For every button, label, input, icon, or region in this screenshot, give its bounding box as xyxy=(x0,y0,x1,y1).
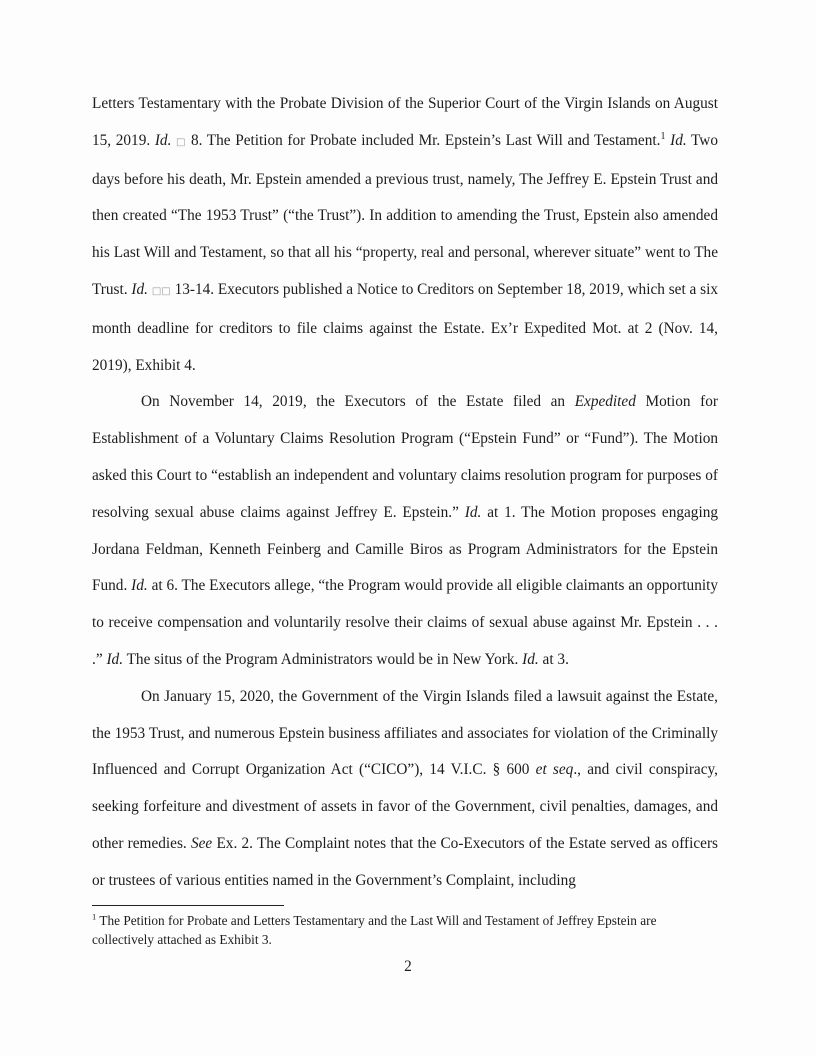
text-run: at 1. The Motion proposes engaging Jordana Feldman, Kenneth Feinberg and Camille Biros as Program Administrators for the Epstein Fund. xyxy=(92,503,718,595)
footnote-1 xyxy=(92,912,718,949)
citation: See xyxy=(190,834,213,852)
text-run: 13-14. Executors published a Notice to Creditors on September 18, 2019, which set a six month deadline for creditors to file claims against the Estate. Ex’r Expedited Mot. at 2 (Nov. 14, 2019), Exhibit 4. xyxy=(92,280,719,374)
paragraph-1 xyxy=(92,86,718,384)
paragraph-3 xyxy=(92,679,718,900)
citation: Id. xyxy=(131,577,148,595)
text-run: at 6. The Executors allege, “the Program would provide all eligible claimants an opportunity to receive compensation and voluntarily resolve their claims of sexual abuse against Mr. Epstein . . . .” xyxy=(92,577,718,668)
section-symbol: □□ xyxy=(151,285,171,297)
citation: Id. xyxy=(131,280,148,298)
citation: Id. xyxy=(464,503,482,521)
emphasis: Expedited xyxy=(574,393,636,411)
citation: Id. xyxy=(154,131,172,149)
text-run: Ex. 2. The Complaint notes that the Co-Executors of the Estate served as officers or trustees of various entities named in the Government’s Complaint, including xyxy=(92,834,718,889)
section-symbol: □ xyxy=(176,136,187,148)
text-run: On November 14, 2019, the Executors of the Estate filed an xyxy=(141,393,575,411)
footnote-text: The Petition for Probate and Letters Testamentary and the Last Will and Testament of Jeffrey Epstein are collectively attached as Exhibit 3. xyxy=(92,913,657,947)
paragraph-2 xyxy=(92,384,718,678)
footnote-reference: 1 xyxy=(660,130,666,142)
page-number: 2 xyxy=(404,958,412,975)
body-text xyxy=(92,86,718,900)
text-run: On January 15, 2020, the Government of the Virgin Islands filed a lawsuit against the Estate, the 1953 Trust, and numerous Epstein business affiliates and associates for violation of the Criminally Influenced and Corrupt Organization Act (“CICO”), 14 V.I.C. § 600 xyxy=(92,687,718,779)
text-run: 8. The Petition for Probate included Mr. Epstein’s Last Will and Testament. xyxy=(186,131,661,149)
footnote-marker: 1 xyxy=(92,911,97,922)
text-run: Motion for Establishment of a Voluntary Claims Resolution Program (“Epstein Fund” or “Fund”). The Motion asked this Court to “establish an independent and voluntary claims resolution program for purposes of resolving sexual abuse claims against Jeffrey E. Epstein.” xyxy=(92,393,718,521)
text-run: Letters Testamentary with the Probate Division of the Superior Court of the Virgin Islands on August 15, 2019. xyxy=(92,95,718,149)
emphasis: et seq xyxy=(535,761,574,779)
citation: Id. xyxy=(670,131,687,149)
citation: Id. xyxy=(522,650,539,668)
footnote-separator xyxy=(92,905,284,906)
text-run: at 3. xyxy=(538,650,569,668)
citation: Id. xyxy=(106,650,124,668)
text-run: The situs of the Program Administrators would be in New York. xyxy=(123,650,523,668)
text-run: ., and civil conspiracy, seeking forfeiture and divestment of assets in favor of the Government, civil penalties, damages, and other remedies. xyxy=(92,761,718,852)
text-run: Two days before his death, Mr. Epstein amended a previous trust, namely, The Jeffrey E. Epstein Trust and then created “The 1953 Trust” (“the Trust”). In addition to amending the Trust, Epstein also amended his Last Will and Testament, so that all his “property, real and personal, wherever situate” went to The Trust. xyxy=(92,131,719,298)
